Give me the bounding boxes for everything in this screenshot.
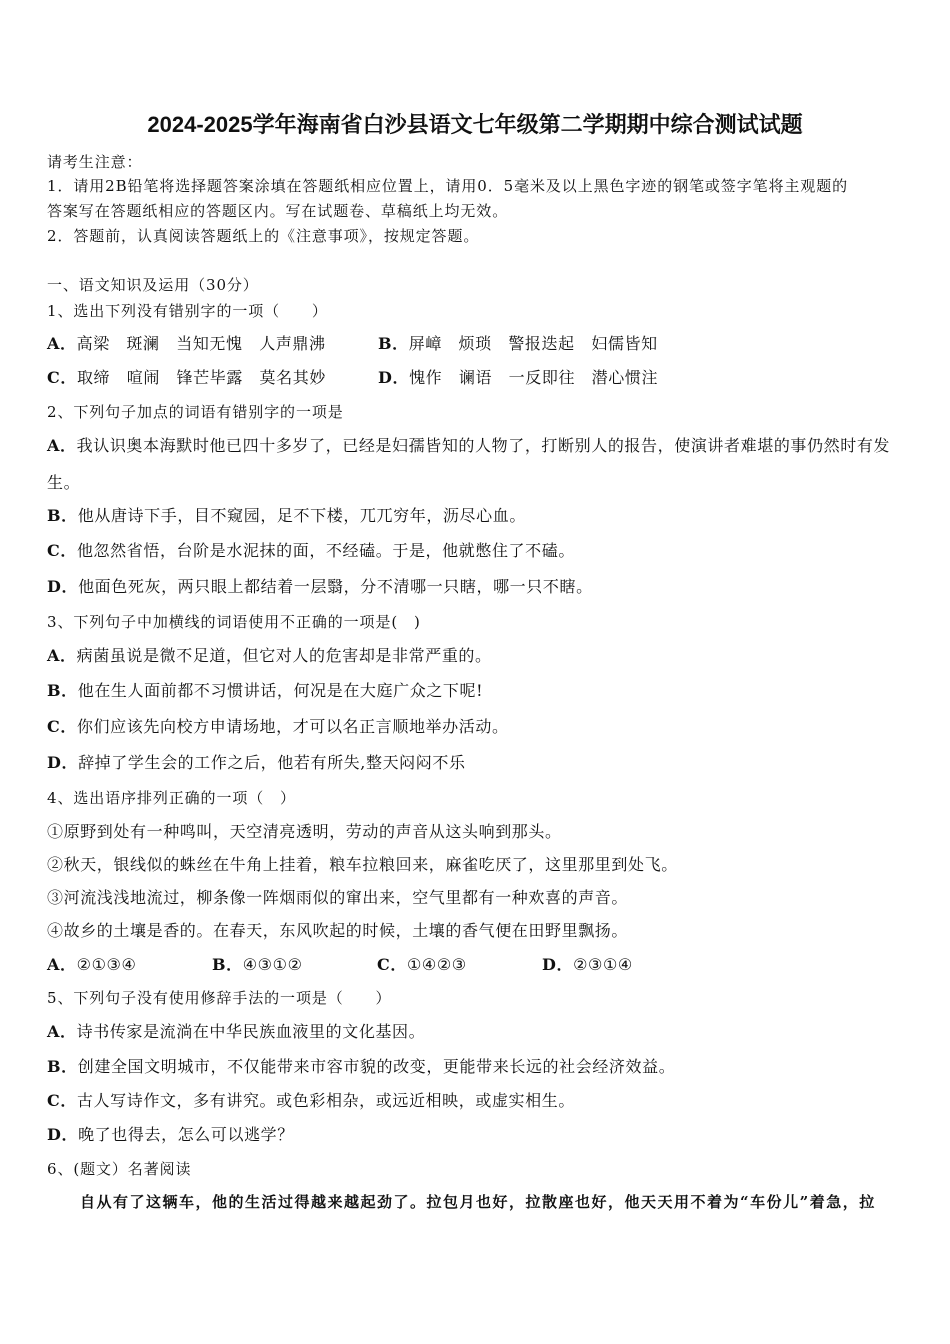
question-3-option-b bbox=[47, 681, 483, 701]
question-3-option-d bbox=[47, 753, 466, 773]
option-label: D． bbox=[542, 955, 574, 974]
question-1-option-a bbox=[47, 334, 326, 354]
option-label: C． bbox=[47, 1091, 77, 1110]
option-label: D． bbox=[47, 577, 79, 596]
question-2-option-a bbox=[47, 436, 890, 456]
option-text: 取缔 喧闹 锋芒毕露 莫名其妙 bbox=[76, 368, 326, 387]
option-text: ②③①④ bbox=[573, 955, 633, 974]
option-text: 病菌虽说是微不足道，但它对人的危害却是非常严重的。 bbox=[76, 646, 492, 665]
question-3-option-c bbox=[47, 717, 509, 737]
option-label: A． bbox=[47, 646, 77, 665]
notice-item-1-line-1: 1．请用2B铅笔将选择题答案涂填在答题纸相应位置上，请用0．5毫米及以上黑色字迹的钢笔或签字笔将主观题的 bbox=[47, 177, 849, 195]
section-heading: 一、语文知识及运用（30分） bbox=[47, 276, 259, 294]
option-label: B． bbox=[378, 334, 409, 353]
option-label: A． bbox=[47, 436, 77, 455]
question-4-option-b bbox=[212, 955, 303, 975]
question-4-option-c bbox=[377, 955, 467, 975]
notice-item-1-line-2: 答案写在答题纸相应的答题区内。写在试题卷、草稿纸上均无效。 bbox=[47, 202, 509, 220]
question-3-stem: 3、下列句子中加横线的词语使用不正确的一项是( ) bbox=[47, 613, 421, 631]
question-6-passage: 自从有了这辆车，他的生活过得越来越起劲了。拉包月也好，拉散座也好，他天天用不着为“车份儿”着急，拉 bbox=[80, 1193, 876, 1211]
question-2-option-b bbox=[47, 506, 526, 526]
question-5-option-d bbox=[47, 1125, 294, 1145]
question-2-option-c bbox=[47, 541, 575, 561]
option-text: 他从唐诗下手，目不窥园，足不下楼，兀兀穷年，沥尽心血。 bbox=[77, 506, 526, 525]
question-4-option-d bbox=[542, 955, 633, 975]
option-label: A． bbox=[47, 1022, 77, 1041]
option-label: D． bbox=[47, 753, 79, 772]
question-4-option-a bbox=[47, 955, 136, 975]
question-5-option-b bbox=[47, 1057, 675, 1077]
option-label: B． bbox=[47, 681, 78, 700]
option-label: A． bbox=[47, 334, 77, 353]
option-text: 他忽然省悟，台阶是水泥抹的面，不经磕。于是，他就憋住了不磕。 bbox=[76, 541, 575, 560]
option-text: ④③①② bbox=[242, 955, 303, 974]
notice-item-2: 2．答题前，认真阅读答题纸上的《注意事项》，按规定答题。 bbox=[47, 227, 480, 245]
option-text: 古人写诗作文，多有讲究。或色彩相杂，或远近相映，或虚实相生。 bbox=[76, 1091, 575, 1110]
question-5-option-c bbox=[47, 1091, 575, 1111]
option-text: 愧作 谰语 一反即往 潜心惯注 bbox=[409, 368, 659, 387]
question-1-stem: 1、选出下列没有错别字的一项（ ） bbox=[47, 302, 328, 320]
question-5-option-a bbox=[47, 1022, 425, 1042]
question-2-option-a-continuation: 生。 bbox=[47, 473, 81, 492]
option-label: D． bbox=[47, 1125, 79, 1144]
question-2-option-d bbox=[47, 577, 593, 597]
option-label: B． bbox=[47, 506, 78, 525]
option-label: C． bbox=[377, 955, 407, 974]
option-text: 晚了也得去，怎么可以逃学？ bbox=[78, 1125, 294, 1144]
option-label: D． bbox=[378, 368, 410, 387]
option-label: B． bbox=[212, 955, 243, 974]
question-1-option-d bbox=[378, 368, 658, 388]
question-4-sentence-4: ④故乡的土壤是香的。在春天，东风吹起的时候，土壤的香气便在田野里飘扬。 bbox=[47, 921, 629, 940]
question-2-stem: 2、下列句子加点的词语有错别字的一项是 bbox=[47, 403, 344, 421]
option-text: 我认识奥本海默时他已四十多岁了，已经是妇孺皆知的人物了，打断别人的报告，使演讲者难堪的事仍然时有发 bbox=[76, 436, 891, 455]
question-3-option-a bbox=[47, 646, 492, 666]
option-text: ②①③④ bbox=[76, 955, 137, 974]
option-text: 诗书传家是流淌在中华民族血液里的文化基因。 bbox=[76, 1022, 426, 1041]
question-1-option-b bbox=[378, 334, 658, 354]
question-4-sentence-2: ②秋天，银线似的蛛丝在牛角上挂着，粮车拉粮回来，麻雀吃厌了，这里那里到处飞。 bbox=[47, 855, 678, 874]
option-label: A． bbox=[47, 955, 77, 974]
option-text: 高梁 斑澜 当知无愧 人声鼎沸 bbox=[76, 334, 326, 353]
option-text: 他在生人面前都不习惯讲话，何况是在大庭广众之下呢! bbox=[77, 681, 484, 700]
option-text: ①④②③ bbox=[406, 955, 467, 974]
notice-heading: 请考生注意： bbox=[47, 153, 143, 171]
option-label: C． bbox=[47, 541, 77, 560]
option-label: B． bbox=[47, 1057, 78, 1076]
question-4-sentence-3: ③河流浅浅地流过，柳条像一阵烟雨似的窜出来，空气里都有一种欢喜的声音。 bbox=[47, 888, 629, 907]
question-6-stem: 6、(题文）名著阅读 bbox=[47, 1160, 192, 1178]
question-4-stem: 4、选出语序排列正确的一项（ ） bbox=[47, 789, 296, 807]
option-text: 创建全国文明城市，不仅能带来市容市貌的改变，更能带来长远的社会经济效益。 bbox=[77, 1057, 676, 1076]
option-text: 他面色死灰，两只眼上都结着一层翳，分不清哪一只瞎，哪一只不瞎。 bbox=[78, 577, 593, 596]
exam-title: 2024-2025学年海南省白沙县语文七年级第二学期期中综合测试试题 bbox=[147, 112, 803, 137]
question-1-option-c bbox=[47, 368, 326, 388]
question-4-sentence-1: ①原野到处有一种鸣叫，天空清亮透明，劳动的声音从这头响到那头。 bbox=[47, 822, 562, 841]
option-label: C． bbox=[47, 368, 77, 387]
question-5-stem: 5、下列句子没有使用修辞手法的一项是（ ） bbox=[47, 989, 392, 1007]
option-label: C． bbox=[47, 717, 77, 736]
option-text: 你们应该先向校方申请场地，才可以名正言顺地举办活动。 bbox=[76, 717, 509, 736]
option-text: 屏嶂 烦琐 警报迭起 妇儒皆知 bbox=[408, 334, 658, 353]
option-text: 辞掉了学生会的工作之后，他若有所失,整天闷闷不乐 bbox=[78, 753, 466, 772]
